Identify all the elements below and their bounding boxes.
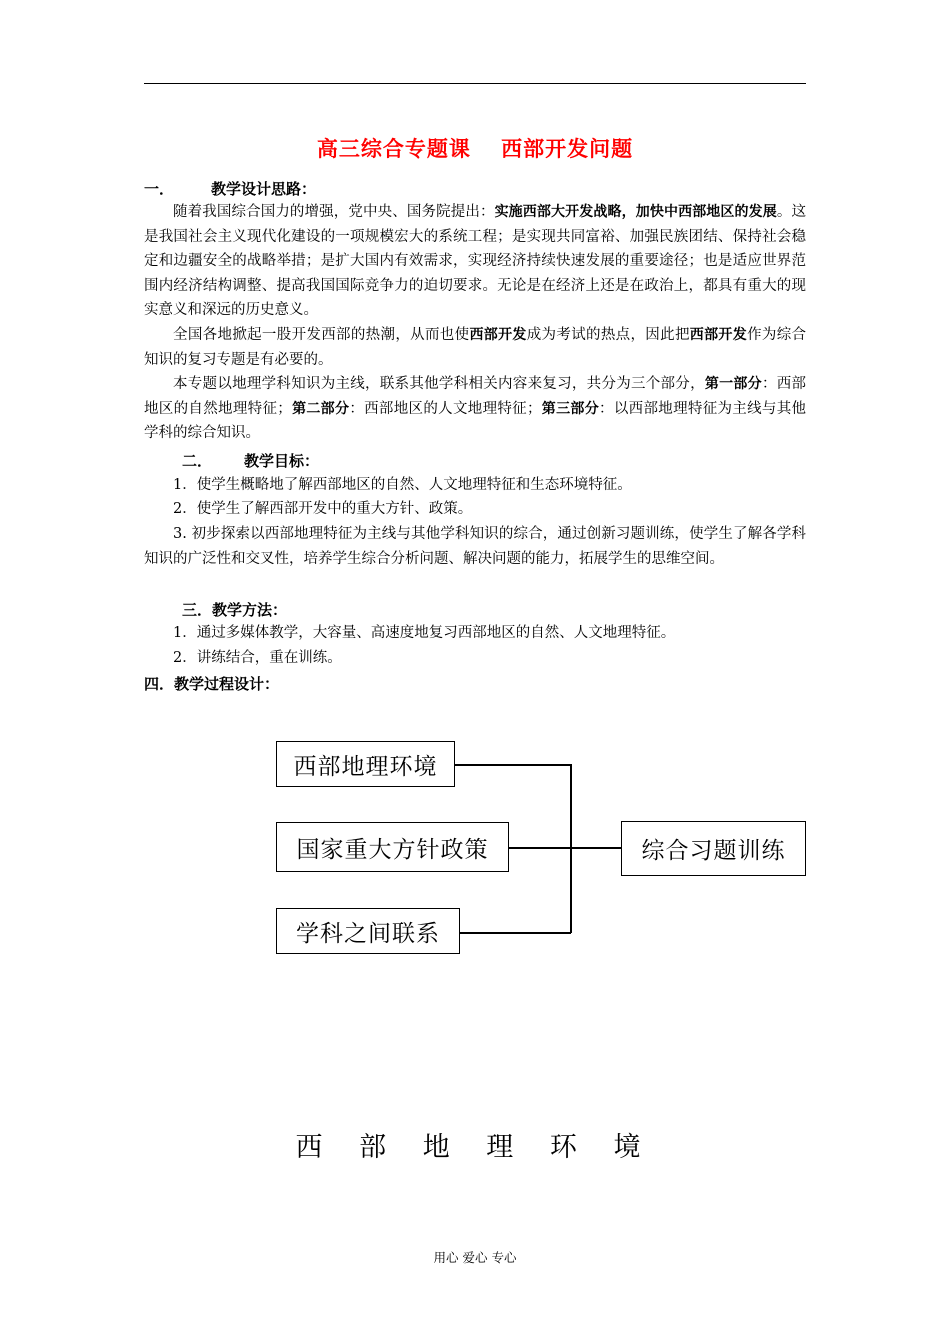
para1-text-a: 随着我国综合国力的增强，党中央、国务院提出： bbox=[173, 204, 495, 220]
para3-text-c: ：西部地区的自然地理特征； bbox=[144, 376, 807, 417]
diagram-box-policy: 国家重大方针政策 bbox=[276, 822, 509, 872]
para3-part-3: 第三部分 bbox=[541, 400, 600, 417]
paragraph-1 bbox=[144, 200, 806, 323]
para1-emphasis: 实施西部大开发战略，加快中西部地区的发展 bbox=[494, 204, 777, 220]
para3-part-1: 第一部分 bbox=[704, 376, 762, 392]
connector-box1 bbox=[454, 764, 571, 766]
section-3-number: 三． bbox=[182, 601, 213, 619]
para2-emphasis-2: 西部开发 bbox=[689, 327, 748, 343]
para2-emphasis-1: 西部开发 bbox=[469, 327, 527, 343]
para3-text-g: ：以西部地理特征为主线与其他学科的综合知识。 bbox=[144, 400, 807, 441]
paragraph-3 bbox=[144, 372, 806, 446]
page-title: 高三综合专题课 西部开发问题 bbox=[316, 137, 634, 161]
page-footer: 用心 爱心 专心 bbox=[433, 1250, 517, 1265]
section-3-label: 教学方法： bbox=[212, 601, 288, 619]
para3-text-a: 本专题以地理学科知识为主线，联系其他学科相关内容来复习，共分为三个部分， bbox=[173, 376, 705, 392]
section-big-title: 西 部 地 理 环 境 bbox=[295, 1132, 655, 1163]
goal-1: 1．使学生概略地了解西部地区的自然、人文地理特征和生态环境特征。 bbox=[173, 477, 632, 493]
connector-vertical bbox=[570, 764, 572, 933]
section-1-label: 教学设计思路： bbox=[211, 180, 317, 198]
para2-text-c: 成为考试的热点，因此把 bbox=[526, 327, 690, 343]
section-4-heading bbox=[144, 673, 279, 694]
connector-box3 bbox=[459, 932, 571, 934]
goal-2: 2．使学生了解西部开发中的重大方针、政策。 bbox=[173, 501, 473, 517]
diagram-box-exercises: 综合习题训练 bbox=[621, 821, 806, 876]
section-4-number: 四． bbox=[144, 675, 175, 693]
section-1-number: 一． bbox=[144, 180, 175, 198]
header-rule bbox=[144, 83, 806, 84]
para1-text-c: 。这是我国社会主义现代化建设的一项规模宏大的系统工程；是实现共同富裕、加强民族团结、保持社会稳定和边疆安全的战略举措；是扩大国内有效需求，实现经济持续快速发展的重要途径；也是适应世界范围内经济结构调整、提高我国国际竞争力的迫切要求。无论是在经济上还是在政治上，都具有重大的现实意义和深远的历史意义。 bbox=[144, 204, 807, 318]
goal-3: 3. 初步探索以西部地理特征为主线与其他学科知识的综合，通过创新习题训练，使学生了解各学科知识的广泛性和交叉性，培养学生综合分析问题、解决问题的能力，拓展学生的思维空间。 bbox=[144, 526, 806, 567]
section-1-heading bbox=[144, 178, 316, 199]
para2-text-a: 全国各地掀起一股开发西部的热潮，从而也使 bbox=[173, 327, 470, 343]
diagram-box-geography: 西部地理环境 bbox=[276, 741, 455, 787]
para3-part-2: 第二部分 bbox=[291, 400, 350, 417]
section-3-heading bbox=[182, 599, 287, 620]
connector-box2 bbox=[508, 847, 622, 849]
paragraph-2 bbox=[144, 323, 806, 372]
diagram-box-subjects: 学科之间联系 bbox=[276, 908, 460, 954]
para3-text-e: ：西部地区的人文地理特征； bbox=[349, 400, 542, 417]
method-2: 2．讲练结合，重在训练。 bbox=[173, 650, 342, 666]
section-2-number: 二． bbox=[182, 452, 213, 470]
section-2-heading bbox=[182, 450, 319, 471]
section-2-label: 教学目标： bbox=[244, 452, 320, 470]
method-1: 1．通过多媒体教学，大容量、高速度地复习西部地区的自然、人文地理特征。 bbox=[173, 625, 676, 641]
para2-text-e: 作为综合知识的复习专题是有必要的。 bbox=[144, 327, 807, 368]
section-4-label: 教学过程设计： bbox=[174, 675, 280, 693]
